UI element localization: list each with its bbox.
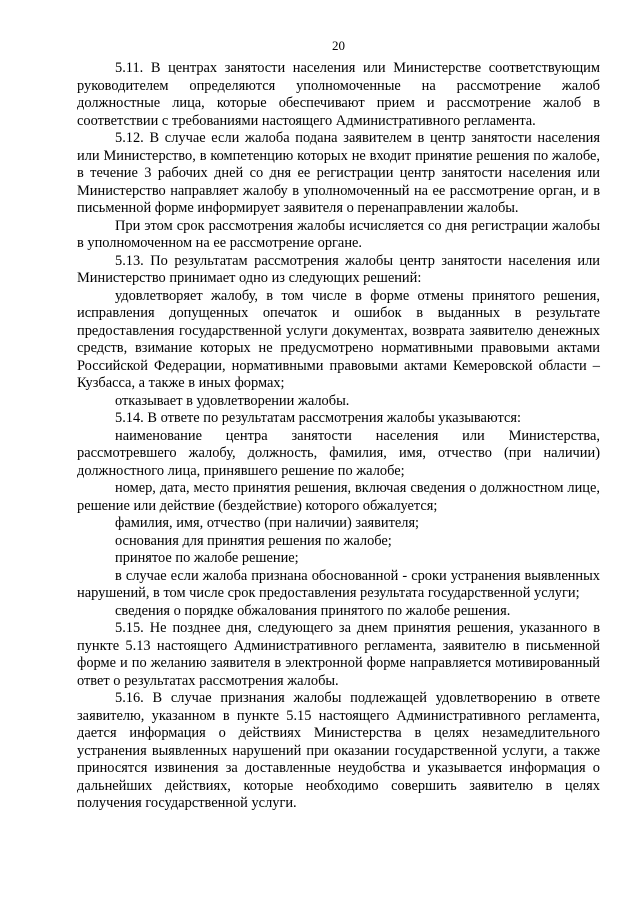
paragraph-5-14-decision: принятое по жалобе решение;: [115, 550, 299, 566]
paragraph-5-14-appeal: сведения о порядке обжалования принятого по жалобе решения.: [115, 602, 511, 619]
page-number: 20: [332, 38, 345, 53]
paragraph-5-14-deadlines: в случае если жалоба признана обоснованной - сроки устранения выявленных нарушений, в том числе срок предоставления результата государственной услуги;: [77, 567, 600, 601]
paragraph-5-12: 5.12. В случае если жалоба подана заявителем в центр занятости населения или Министерство, в компетенцию которых не входит принятие решения по жалобе, в течение 3 рабочих дней со дня ее регистрации центр занятости населения или Министерство направляет жалобу в уполномоченный на ее рассмотрение орган, и в письменной форме информирует заявителя о перенаправлении жалобы.: [77, 130, 600, 216]
paragraph-5-11: 5.11. В центрах занятости населения или Министерстве соответствующим руководителем определяются уполномоченные на рассмотрение жалоб должностные лица, которые обеспечивают прием и рассмотрение жалоб в соответствии с требованиями настоящего Административного регламента.: [77, 60, 600, 129]
paragraph-5-16: 5.16. В случае признания жалобы подлежащей удовлетворению в ответе заявителю, указанном в пункте 5.15 настоящего Административного регламента, дается информация о действиях Министерства в целях незамедлительного устранения выявленных нарушений при оказании государственной услуги, а также приносятся извинения за доставленные неудобства и указывается информация о дальнейших действиях, которые необходимо совершить заявителю в целях получения государственной услуги.: [77, 690, 600, 811]
paragraph-5-15: 5.15. Не позднее дня, следующего за днем принятия решения, указанного в пункте 5.13 настоящего Административного регламента, заявителю в письменной форме и по желанию заявителя в электронной форме направляется мотивированный ответ о результатах рассмотрения жалобы.: [77, 620, 600, 689]
paragraph-5-13-satisfy: удовлетворяет жалобу, в том числе в форме отмены принятого решения, исправления допущенных опечаток и ошибок в выданных в результате предоставления государственной услуги документах, возврата заявителю денежных средств, взимание которых не предусмотрено нормативными правовыми актами Российской Федерации, нормативными правовыми актами Кемеровской области – Кузбасса, а также в иных формах;: [77, 287, 600, 391]
paragraph-5-14-number: номер, дата, место принятия решения, включая сведения о должностном лице, решение или действие (бездействие) которого обжалуется;: [77, 480, 600, 514]
paragraph-5-14-applicant: фамилия, имя, отчество (при наличии) заявителя;: [115, 515, 420, 531]
paragraph-5-14-name: наименование центра занятости населения или Министерства, рассмотревшего жалобу, должность, фамилия, имя, отчество (при наличии) должностного лица, принявшего решение по жалобе;: [77, 427, 600, 479]
document-body: [77, 60, 600, 813]
paragraph-5-12-term: При этом срок рассмотрения жалобы исчисляется со дня регистрации жалобы в уполномоченном на ее рассмотрение органе.: [77, 217, 600, 251]
paragraph-5-13: 5.13. По результатам рассмотрения жалобы центр занятости населения или Министерство принимает одно из следующих решений:: [77, 252, 600, 286]
paragraph-5-14: 5.14. В ответе по результатам рассмотрения жалобы указываются:: [115, 410, 521, 426]
paragraph-5-14-grounds: основания для принятия решения по жалобе;: [115, 532, 392, 549]
paragraph-5-13-refuse: отказывает в удовлетворении жалобы.: [115, 392, 350, 409]
